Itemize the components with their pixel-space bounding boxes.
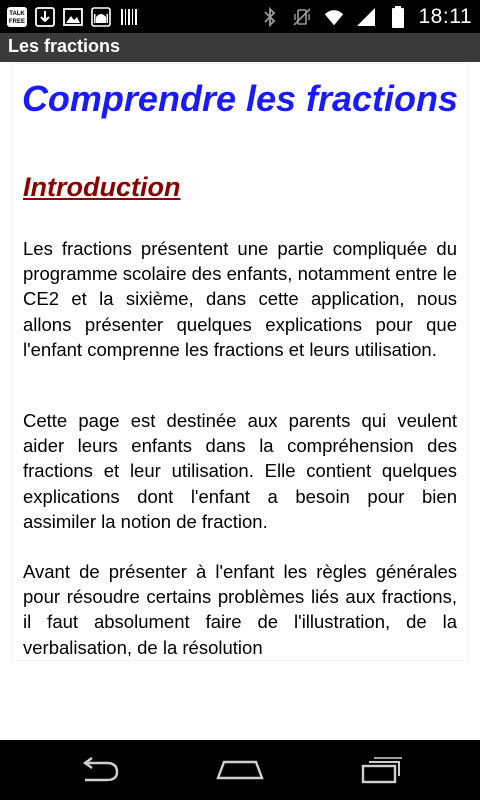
status-clock: 18:11 <box>418 4 472 28</box>
svg-text:FREE: FREE <box>8 18 26 25</box>
action-bar <box>0 33 480 63</box>
content-area[interactable] <box>0 62 480 740</box>
home-button[interactable] <box>210 753 270 787</box>
recent-apps-button[interactable] <box>350 753 410 787</box>
signal-icon <box>355 6 377 28</box>
app-title: Les fractions <box>8 36 121 56</box>
bluetooth-icon <box>259 6 281 28</box>
barcode-icon <box>118 6 140 28</box>
paragraph: Cette page est destinée aux parents qui veulent aider leurs enfants dans la compréhension des fractions et leur utilisation. Elle contient quelques explications dont l'enfant a besoin pour bien assimiler la notion de fraction. <box>23 410 457 532</box>
recent-apps-icon <box>357 756 403 784</box>
back-icon <box>77 757 123 783</box>
status-bar <box>0 0 480 33</box>
back-button[interactable] <box>70 753 130 787</box>
page-title: Comprendre les fractions <box>21 78 459 119</box>
home-icon <box>216 758 264 782</box>
battery-icon <box>387 6 409 28</box>
mosque-icon <box>90 6 112 28</box>
navigation-bar <box>0 740 480 800</box>
paragraph: Avant de présenter à l'enfant les règles générales pour résoudre certains problèmes liés aux fractions, il faut absolument faire de l'illustration, de la verbalisation, de la résolution <box>23 561 457 658</box>
image-icon <box>62 6 84 28</box>
section-heading-introduction: Introduction <box>23 172 181 202</box>
download-icon <box>34 6 56 28</box>
svg-text:TALK: TALK <box>9 10 25 17</box>
paragraph: Les fractions présentent une partie compliquée du programme scolaire des enfants, notamment entre le CE2 et la sixième, dans cette application, nous allons présenter quelques explications pour que l'enfant comprenne les fractions et leurs utilisation. <box>23 238 457 360</box>
webview-page[interactable] <box>12 64 468 660</box>
notification-icons <box>6 5 140 28</box>
system-icons <box>259 0 473 33</box>
vibrate-icon <box>291 6 313 28</box>
talk-free-icon <box>6 6 28 28</box>
wifi-icon <box>323 6 345 28</box>
